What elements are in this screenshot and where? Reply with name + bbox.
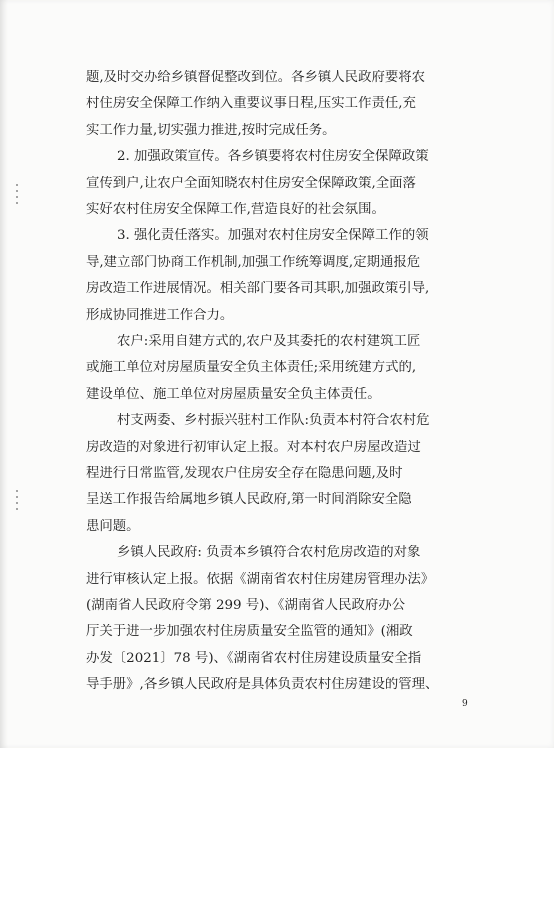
text-line: 宣传到户,让农户全面知晓农村住房安全保障政策,全面落 bbox=[86, 175, 416, 191]
text-line: 呈送工作报告给属地乡镇人民政府,第一时间消除安全隐 bbox=[86, 492, 412, 508]
text-line: 村支两委、乡村振兴驻村工作队:负责本村符合农村危 bbox=[117, 413, 430, 429]
text-line: 2. 加强政策宣传。各乡镇要将农村住房安全保障政策 bbox=[117, 149, 429, 165]
scan-edge-shadow bbox=[0, 0, 8, 748]
text-line: 进行审核认定上报。依据《湖南省农村住房建房管理办法》 bbox=[86, 571, 435, 587]
text-line: 房改造的对象进行初审认定上报。对本村农户房屋改造过 bbox=[86, 439, 421, 455]
text-line: 村住房安全保障工作纳入重要议事日程,压实工作责任,充 bbox=[86, 96, 416, 112]
binding-marks-upper bbox=[16, 184, 20, 208]
text-line: (湖南省人民政府令第 299 号)、《湖南省人民政府办公 bbox=[86, 598, 406, 613]
text-line: 导手册》,各乡镇人民政府是具体负责农村住房建设的管理、 bbox=[86, 677, 439, 693]
text-line: 实工作力量,切实强力推进,按时完成任务。 bbox=[86, 122, 336, 138]
text-line: 房改造工作进展情况。相关部门要各司其职,加强政策引导, bbox=[86, 281, 430, 297]
text-line: 实好农村住房安全保障工作,营造良好的社会氛围。 bbox=[86, 202, 385, 217]
text-line: 办发〔2021〕78 号)、《湖南省农村住房建设质量安全指 bbox=[86, 650, 422, 666]
page-number: 9 bbox=[462, 699, 468, 709]
text-line: 乡镇人民政府: 负责本乡镇符合农村危房改造的对象 bbox=[117, 545, 421, 561]
text-line: 导,建立部门协商工作机制,加强工作统筹调度,定期通报危 bbox=[86, 254, 421, 270]
text-line: 农户:采用自建方式的,农户及其委托的农村建筑工匠 bbox=[117, 334, 421, 349]
binding-marks-lower bbox=[16, 490, 20, 514]
text-line: 3. 强化责任落实。加强对农村住房安全保障工作的领 bbox=[117, 228, 429, 244]
text-line: 建设单位、施工单位对房屋质量安全负主体责任。 bbox=[86, 386, 381, 402]
text-line: 题,及时交办给乡镇督促整改到位。各乡镇人民政府要将农 bbox=[86, 70, 426, 85]
text-line: 或施工单位对房屋质量安全负主体责任;采用统建方式的, bbox=[86, 360, 417, 376]
text-line: 患问题。 bbox=[86, 518, 140, 534]
text-line: 程进行日常监管,发现农户住房安全存在隐患问题,及时 bbox=[86, 466, 403, 481]
text-line: 形成协同推进工作合力。 bbox=[86, 307, 234, 323]
text-line: 厅关于进一步加强农村住房质量安全监管的通知》(湘政 bbox=[86, 624, 413, 640]
